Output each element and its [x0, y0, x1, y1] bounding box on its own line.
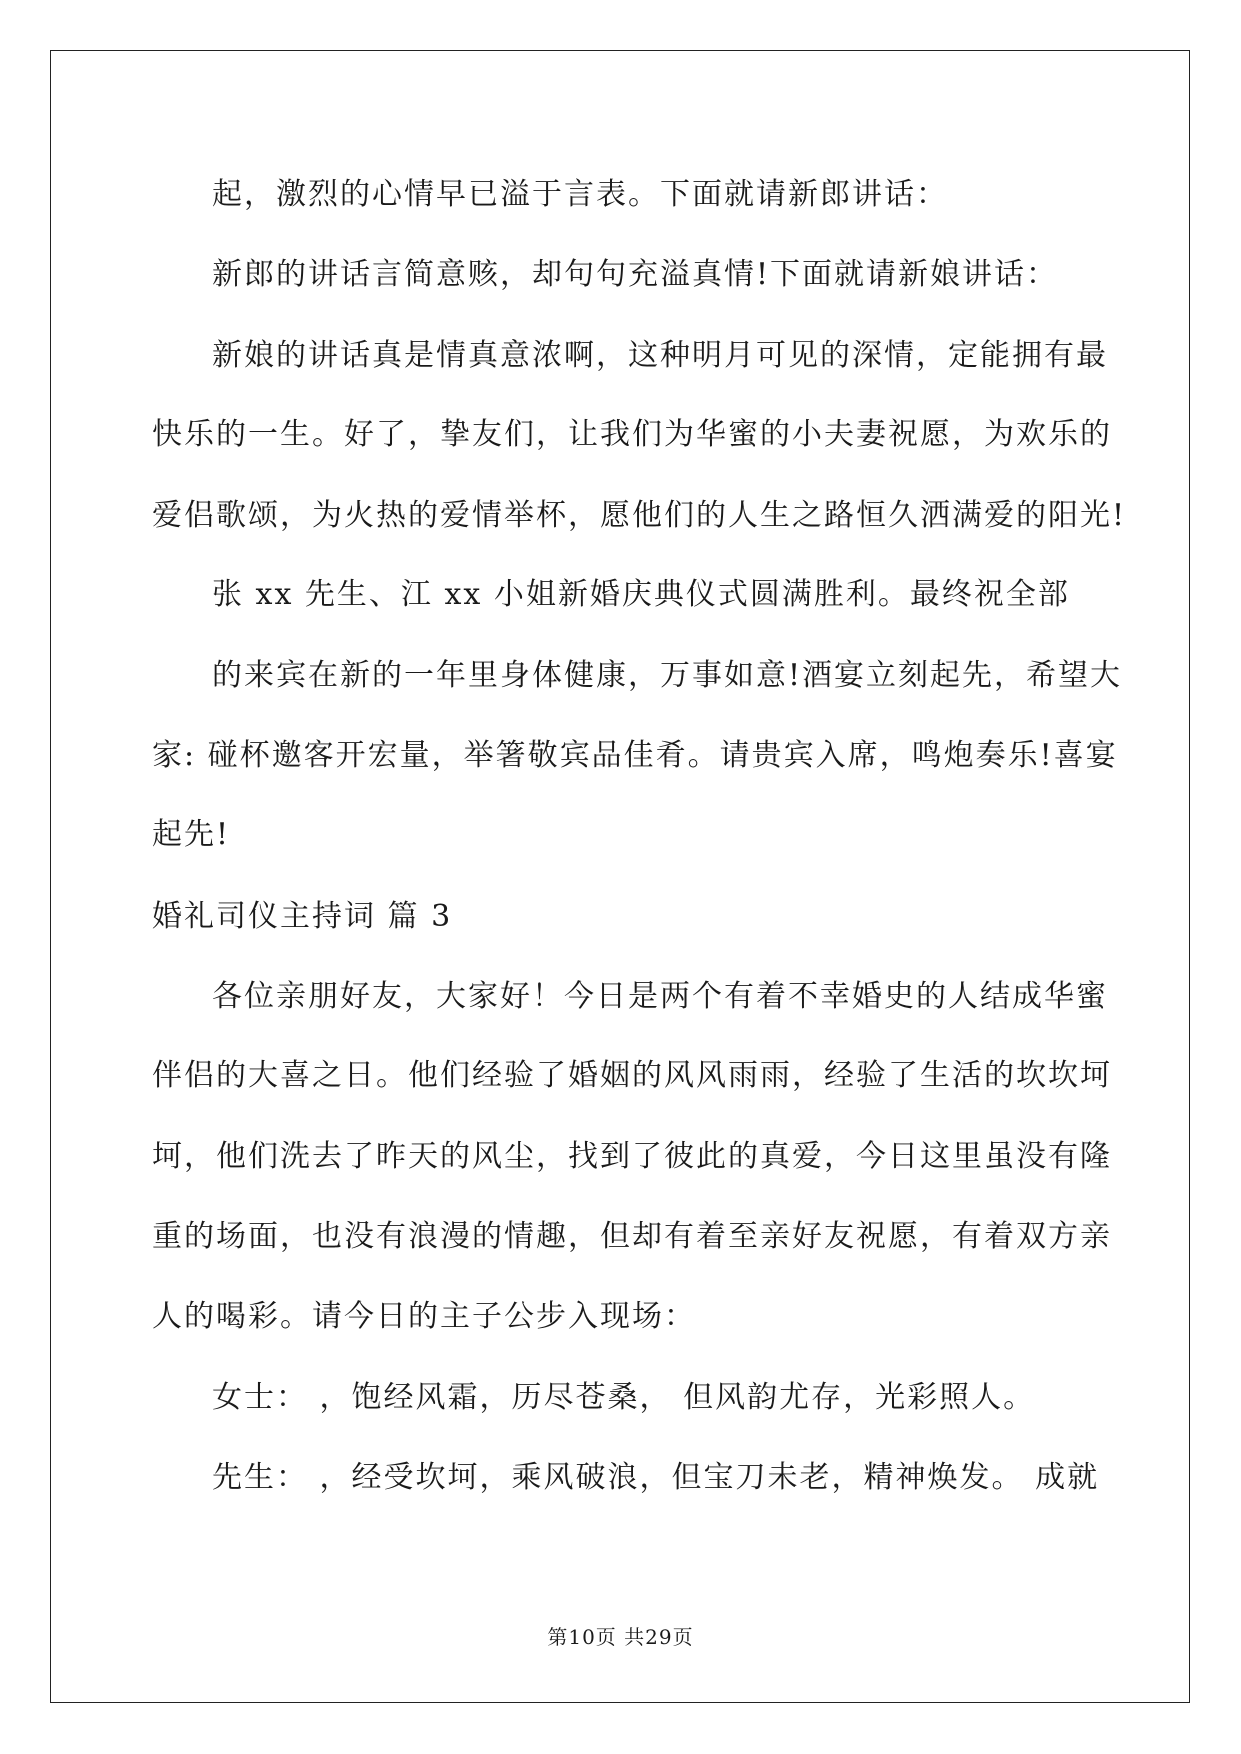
page-footer: 第10页 共29页 — [547, 1625, 694, 1649]
paragraph-line: 坷，他们洗去了昨天的风尘，找到了彼此的真爱，今日这里虽没有隆 — [152, 1139, 1112, 1174]
paragraph-line: 新娘的讲话真是情真意浓啊，这种明月可见的深情，定能拥有最 — [212, 338, 1108, 373]
paragraph-line: 的来宾在新的一年里身体健康，万事如意!酒宴立刻起先，希望大 — [212, 658, 1123, 693]
paragraph-line: 人的喝彩。请今日的主子公步入现场： — [152, 1299, 696, 1334]
paragraph-line: 女士： ，饱经风霜，历尽苍桑， 但风韵尤存，光彩照人。 — [212, 1380, 1036, 1415]
paragraph-line: 起先! — [152, 817, 231, 852]
paragraph-line: 快乐的一生。好了，挚友们，让我们为华蜜的小夫妻祝愿，为欢乐的 — [152, 417, 1112, 452]
paragraph-line: 家: 碰杯邀客开宏量，举箸敬宾品佳肴。请贵宾入席，鸣炮奏乐!喜宴 — [152, 738, 1118, 773]
paragraph-line: 张 xx 先生、江 xx 小姐新婚庆典仪式圆满胜利。最终祝全部 — [212, 577, 1070, 612]
page-border — [50, 50, 1190, 1703]
paragraph-line: 起，激烈的心情早已溢于言表。下面就请新郎讲话： — [212, 177, 948, 212]
paragraph-line: 先生： ，经受坎坷，乘风破浪，但宝刀未老，精神焕发。 成就 — [212, 1460, 1100, 1495]
paragraph-line: 爱侣歌颂，为火热的爱情举杯，愿他们的人生之路恒久洒满爱的阳光! — [152, 498, 1127, 533]
paragraph-line: 伴侣的大喜之日。他们经验了婚姻的风风雨雨，经验了生活的坎坎坷 — [152, 1058, 1112, 1093]
paragraph-line: 重的场面，也没有浪漫的情趣，但却有着至亲好友祝愿，有着双方亲 — [152, 1219, 1112, 1254]
section-heading: 婚礼司仪主持词 篇 3 — [152, 899, 453, 934]
paragraph-line: 新郎的讲话言简意赅，却句句充溢真情!下面就请新娘讲话： — [212, 257, 1059, 292]
paragraph-line: 各位亲朋好友，大家好！今日是两个有着不幸婚史的人结成华蜜 — [212, 979, 1108, 1014]
